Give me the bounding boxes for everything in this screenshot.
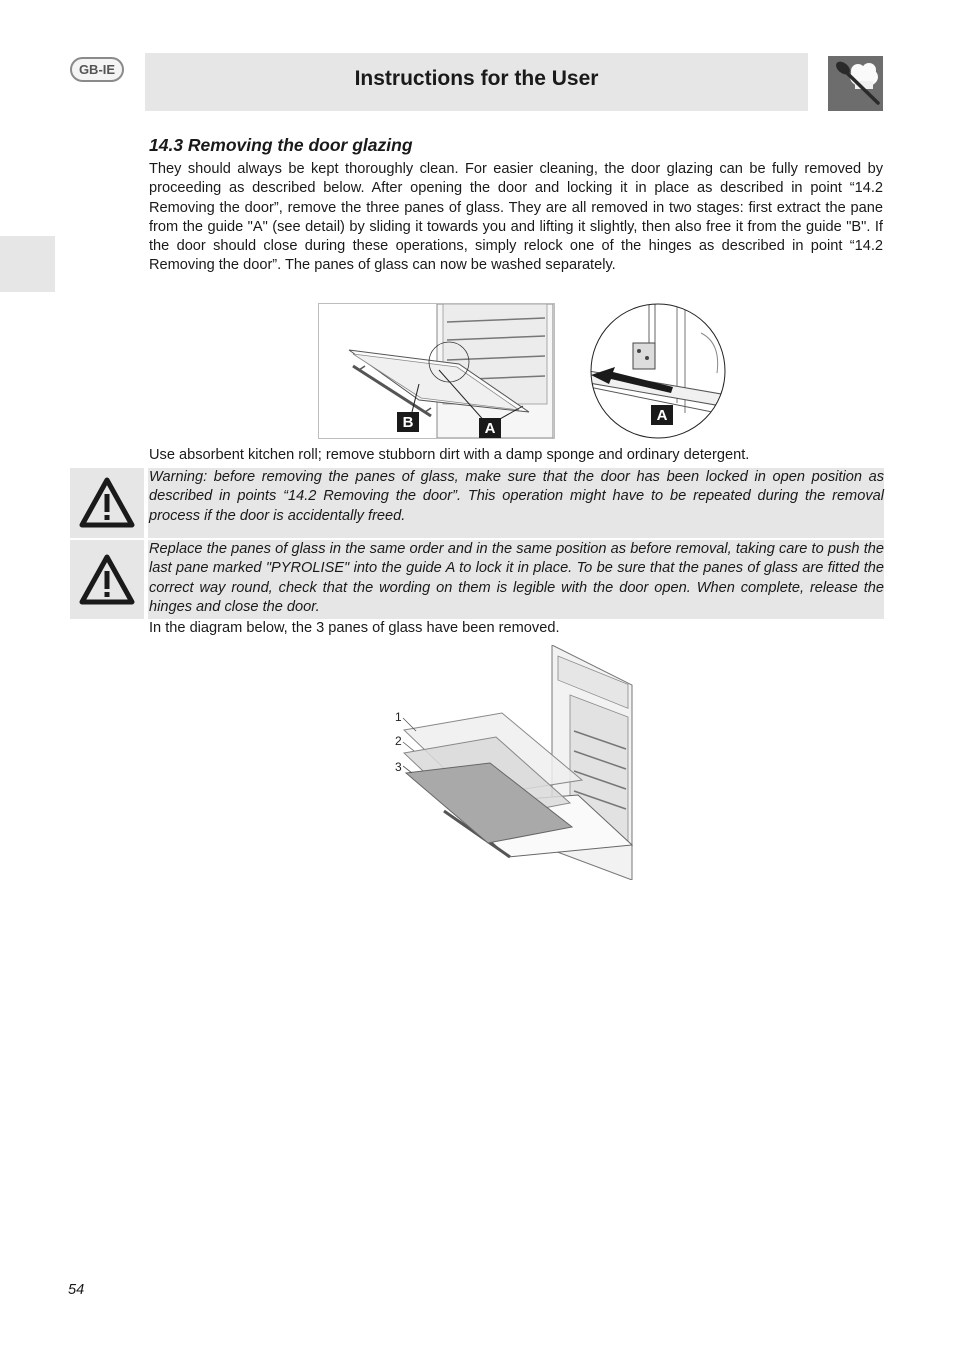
detail-guide-a-label: A [656, 407, 668, 424]
header-bar [145, 53, 808, 111]
guide-a-label: A [484, 420, 496, 437]
warning-text: Replace the panes of glass in the same order and in the same position as before removal, taking care to push the last pane marked "PYROLISE" into the guide A to lock it in place. To be sure that the panes of glass are fitted the correct way round, check that the wording on them is legible with the door open. When complete, release the hinges and close the door. [148, 540, 884, 619]
diagram-note: In the diagram below, the 3 panes of glass have been removed. [149, 620, 560, 636]
warning-text: Warning: before removing the panes of glass, make sure that the door has been locked in open position as described in points “14.2 Removing the door”. This operation might have to be repeated during the removal process if the door is accidentally freed. [148, 468, 884, 538]
side-tab [0, 236, 55, 292]
warning-box-replace-panes [70, 540, 884, 619]
page-title: Instructions for the User [354, 67, 599, 90]
cleaning-note: Use absorbent kitchen roll; remove stubborn dirt with a damp sponge and ordinary detergent. [149, 447, 750, 463]
warning-box-lock-door [70, 468, 884, 538]
glass-panes-figure [392, 645, 637, 880]
warning-triangle-icon [70, 468, 144, 538]
door-glazing-figure [318, 303, 555, 439]
language-badge: GB-IE [70, 57, 124, 82]
guide-a-detail-figure [589, 303, 727, 439]
pane-label-1: 1 [395, 710, 402, 724]
chef-hat-spoon-icon [828, 56, 883, 111]
pane-label-3: 3 [395, 760, 402, 774]
guide-b-label: B [402, 414, 414, 431]
page-number: 54 [68, 1282, 85, 1298]
intro-paragraph: They should always be kept thoroughly clean. For easier cleaning, the door glazing can be fully removed by proceeding as described below. After opening the door and locking it in place as described in point “14.2 Removing the door”, remove the three panes of glass. They are all removed in two stages: first extract the pane from the guide "A" (see detail) by sliding it towards you and lifting it slightly, then also free it from the guide "B". If the door should close during these operations, simply relock one of the hinges as described in point “14.2 Removing the door”. The panes of glass can now be washed separately. [149, 161, 883, 274]
section-title: 14.3 Removing the door glazing [149, 135, 413, 155]
pane-label-2: 2 [395, 734, 402, 748]
warning-triangle-icon [70, 540, 144, 619]
